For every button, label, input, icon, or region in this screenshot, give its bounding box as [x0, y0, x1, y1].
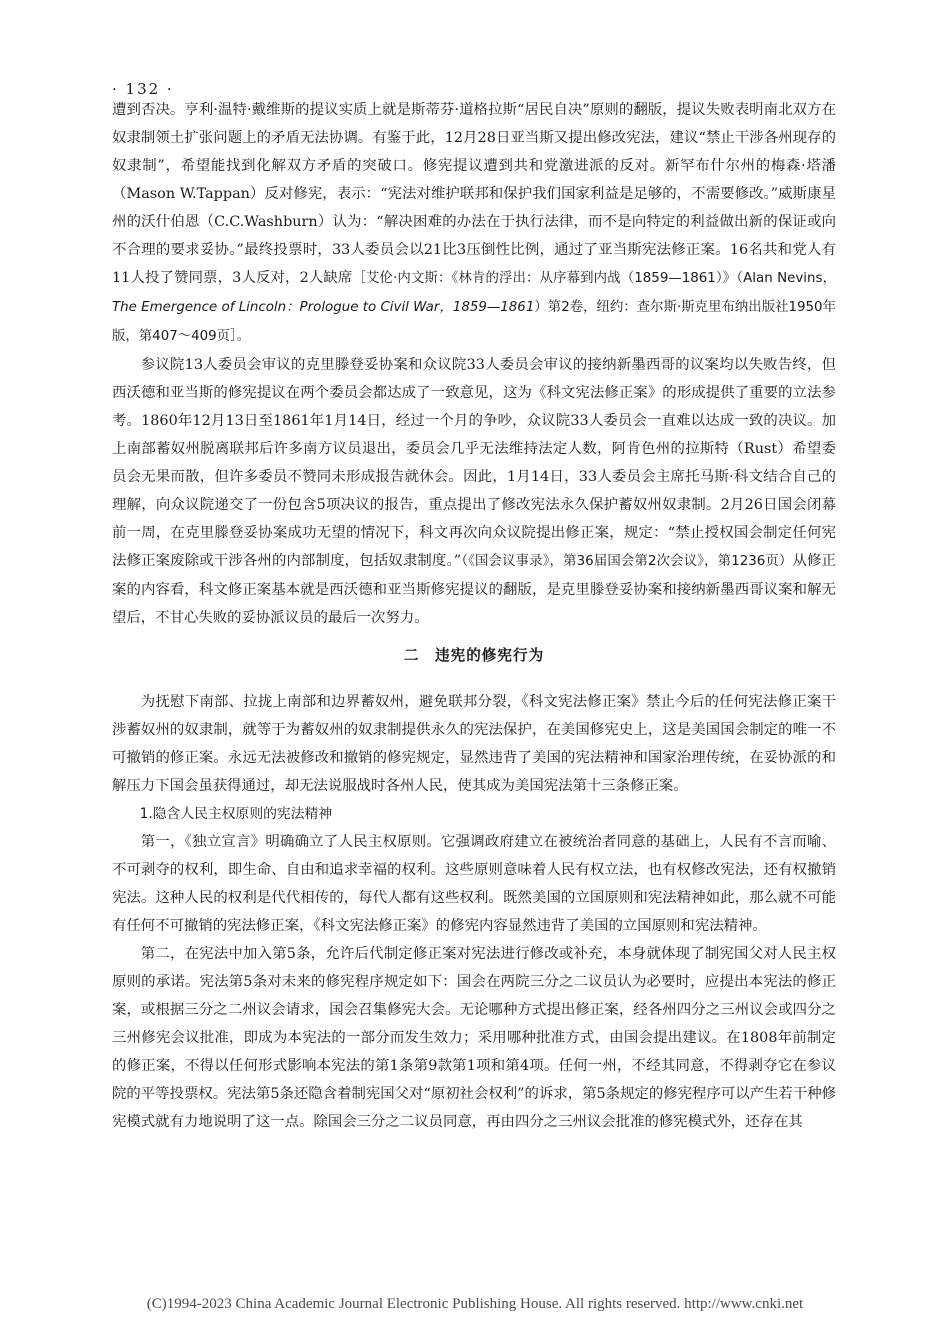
subsection-heading: 1.隐含人民主权原则的宪法精神 — [139, 806, 333, 822]
citation-nevins-b: ）第2卷，纽约：查尔斯·斯克里布纳出版社1950年版，第407～409页］。 — [112, 300, 836, 344]
paragraph-2 — [112, 351, 836, 632]
paragraph-5: 第二，在宪法中加入第5条，允许后代制定修正案对宪法进行修改或补充，本身就体现了制宪国父对人民主权原则的承诺。宪法第5条对未来的修宪程序规定如下：国会在两院三分之二议员认为必要时，应提出本宪法的修正案，或根据三分之二州议会请求，国会召集修宪大会。无论哪种方式提出修正案，经各州四分之三州议会或四分之三州修宪会议批准，即成为本宪法的一部分而发生效力；采用哪种批准方式，由国会提出建议。在1808年前制定的修正案，不得以任何形式影响本宪法的第1条第9款第1项和第4项。任何一州，不经其同意，不得剥夺它在参议院的平等投票权。宪法第5条还隐含着制宪国父对“原初社会权利”的诉求，第5条规定的修宪程序可以产生若干种修宪模式就有力地说明了这一点。除国会三分之二议员同意，再由四分之三州议会批准的修宪模式外，还存在其 — [112, 946, 836, 1130]
paragraph-3: 为抚慰下南部、拉拢上南部和边界蓄奴州，避免联邦分裂，《科文宪法修正案》禁止今后的任何宪法修正案干涉蓄奴州的奴隶制，就等于为蓄奴州的奴隶制提供永久的宪法保护，在美国修宪史上，这是美国国会制定的唯一不可撤销的修正案。永远无法被修改和撤销的修宪规定，显然违背了美国的宪法精神和国家治理传统，在妥协派的和解压力下国会虽获得通过，却无法说服战时各州人民，使其成为美国宪法第十三条修正案。 — [112, 694, 836, 794]
paragraph-2-text: 参议院13人委员会审议的克里滕登妥协案和众议院33人委员会审议的接纳新墨西哥的议案均以失败告终，但西沃德和亚当斯的修宪提议在两个委员会都达成了一致意见，这为《科文宪法修正案》的形成提供了重要的立法参考。1860年12月13日至1861年1月14日，经过一个月的争吵，众议院33人委员会一直难以达成一致的决议。加上南部蓄奴州脱离联邦后许多南方议员退出，委员会几乎无法维持法定人数，阿肯色州的拉斯特（Rust）希望委员会无果而散，但许多委员不赞同未形成报告就休会。因此，1月14日，33人委员会主席托马斯·科文结合自己的理解，向众议院递交了一份包含5项决议的报告，重点提出了修改宪法永久保护蓄奴州奴隶制。2月26日国会闭幕前一周，在克里滕登妥协案成功无望的情况下，科文再次向众议院提出修正案，规定：“禁止授权国会制定任何宪法修正案废除或干涉各州的内部制度，包括奴隶制度。” — [112, 357, 836, 569]
citation-nevins-title: The Emergence of Lincoln：Prologue to Civil War，1859—1861 — [112, 300, 535, 315]
citation-nevins-a: ［艾伦·内文斯：《林肯的浮出：从序幕到内战（1859—1861）》（Alan Nevins， — [352, 271, 836, 286]
section-heading: 二 违宪的修宪行为 — [403, 647, 545, 664]
page-number: · 132 · — [112, 80, 174, 98]
copyright-footer: (C)1994-2023 China Academic Journal Electronic Publishing House. All rights reserved. http://www.cnki.net — [146, 1296, 804, 1312]
citation-congressional-globe: （《国会议事录》，第36届国会第2次会议》，第1236页） — [461, 554, 793, 569]
paragraph-1 — [112, 96, 836, 351]
article-body — [112, 96, 836, 1136]
paragraph-1-text: 遭到否决。亨利·温特·戴维斯的提议实质上就是斯蒂芬·道格拉斯“居民自决”原则的翻版，提议失败表明南北双方在奴隶制领土扩张问题上的矛盾无法协调。有鉴于此，12月28日亚当斯又提出修改宪法，建议“禁止干涉各州现存的奴隶制”，希望能找到化解双方矛盾的突破口。修宪提议遭到共和党激进派的反对。新罕布什尔州的梅森·塔潘（Mason W.Tappan）反对修宪，表示：“宪法对维护联邦和保护我们国家利益是足够的，不需要修改。”威斯康星州的沃什伯恩（C.C.Washburn）认为：“解决困难的办法在于执行法律，而不是向特定的利益做出新的保证或向不合理的要求妥协。”最终投票时，33人委员会以21比3压倒性比例，通过了亚当斯宪法修正案。16名共和党人有11人投了赞同票，3人反对，2人缺席 — [112, 102, 836, 286]
paragraph-4: 第一，《独立宣言》明确确立了人民主权原则。它强调政府建立在被统治者同意的基础上，人民有不言而喻、不可剥夺的权利，即生命、自由和追求幸福的权利。这些原则意味着人民有权立法，也有权修改宪法，还有权撤销宪法。这种人民的权利是代代相传的，每代人都有这些权利。既然美国的立国原则和宪法精神如此，那么就不可能有任何不可撤销的宪法修正案，《科文宪法修正案》的修宪内容显然违背了美国的立国原则和宪法精神。 — [112, 834, 836, 934]
paragraph-2-tail: 从修正案的内容看，科文修正案基本就是西沃德和亚当斯修宪提议的翻版，是克里滕登妥协案和接纳新墨西哥议案和解无望后，不甘心失败的妥协派议员的最后一次努力。 — [112, 553, 836, 626]
